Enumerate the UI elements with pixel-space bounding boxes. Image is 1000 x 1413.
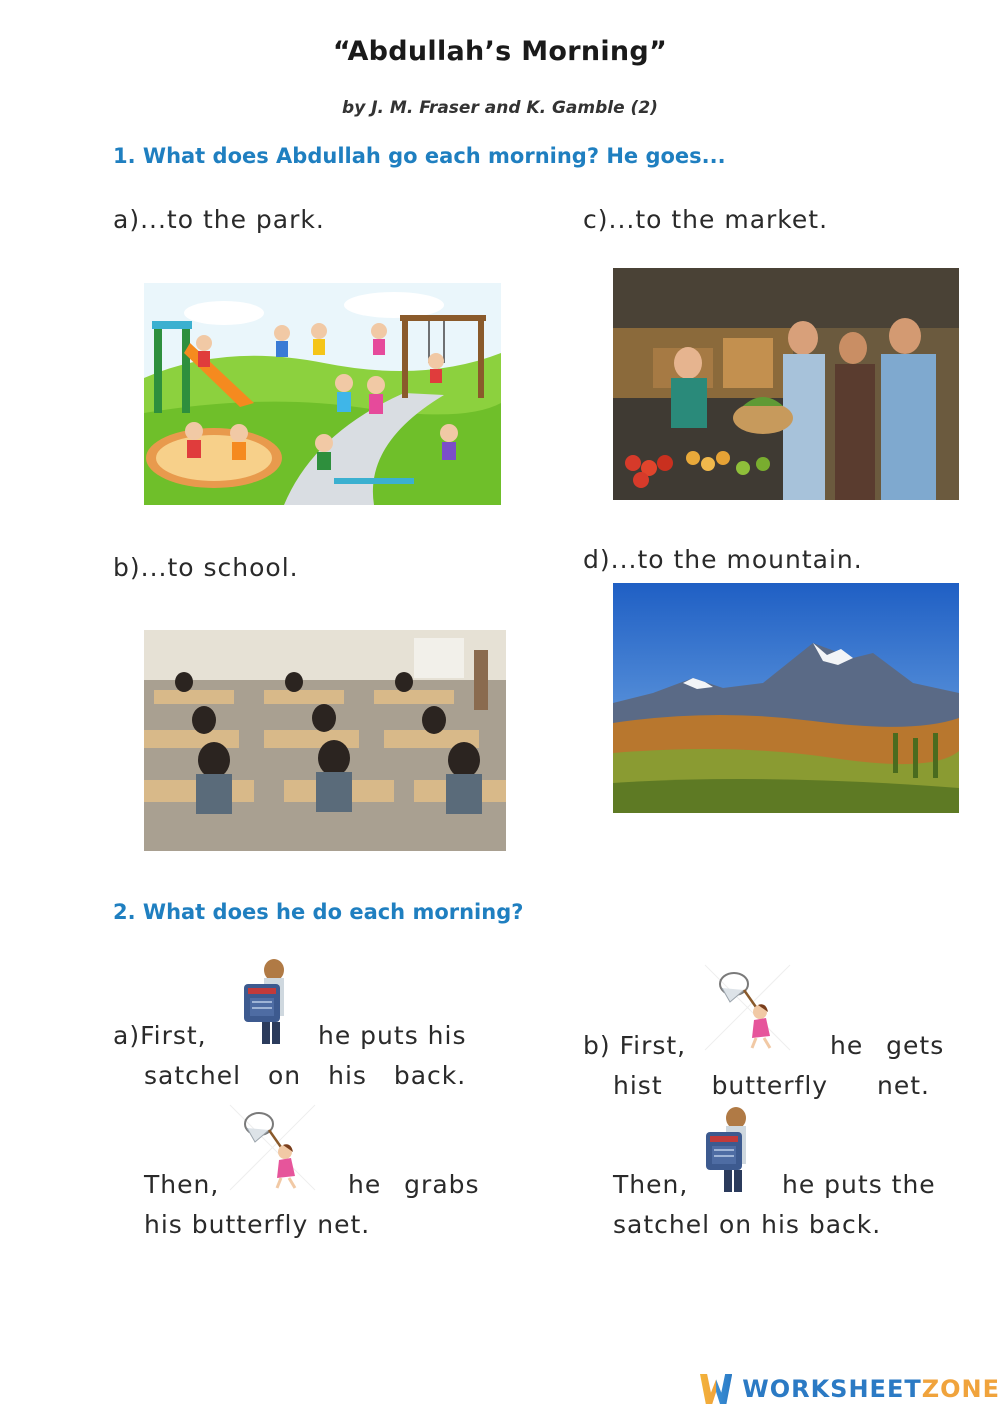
option-b-label: b)...to school. (113, 553, 299, 582)
classroom-image (144, 630, 506, 851)
satchel-boy-icon (238, 958, 296, 1048)
worksheetzone-watermark (700, 1371, 1000, 1407)
answer-a-line3-end: he grabs (348, 1170, 480, 1199)
option-d-label: d)...to the mountain. (583, 545, 863, 574)
market-image (613, 268, 959, 500)
page-title: “Abdullah’s Morning” (332, 36, 668, 67)
brand-part1: WORKSHEET (742, 1375, 922, 1403)
answer-a-line2: satchel on his back. (144, 1061, 467, 1090)
question-1: 1. What does Abdullah go each morning? He goes... (113, 144, 726, 168)
answer-b-line3-start: Then, (613, 1170, 689, 1199)
mountain-image (613, 583, 959, 813)
brand-part2: ZONE (921, 1375, 1000, 1403)
author-byline: by J. M. Fraser and K. Gamble (2) (342, 98, 658, 118)
answer-a-line1-end: he puts his (318, 1021, 467, 1050)
answer-a-line4: his butterfly net. (144, 1210, 371, 1239)
answer-a-line1-start: a)First, (113, 1021, 207, 1050)
answer-b-line3-end: he puts the (782, 1170, 936, 1199)
satchel-boy-icon (700, 1106, 758, 1196)
answer-b-line4: satchel on his back. (613, 1210, 882, 1239)
option-a-label: a)...to the park. (113, 205, 325, 234)
answer-a-line3-start: Then, (144, 1170, 220, 1199)
park-image (144, 283, 501, 505)
answer-b-line1-start: b) First, (583, 1031, 687, 1060)
answer-b-line1-end: he gets (830, 1031, 945, 1060)
question-2: 2. What does he do each morning? (113, 900, 524, 924)
butterfly-net-girl-icon (225, 1100, 320, 1195)
butterfly-net-girl-icon (700, 960, 795, 1055)
worksheetzone-logo-icon (700, 1374, 732, 1404)
option-c-label: c)...to the market. (583, 205, 829, 234)
answer-b-line2: hist butterfly net. (613, 1071, 931, 1100)
